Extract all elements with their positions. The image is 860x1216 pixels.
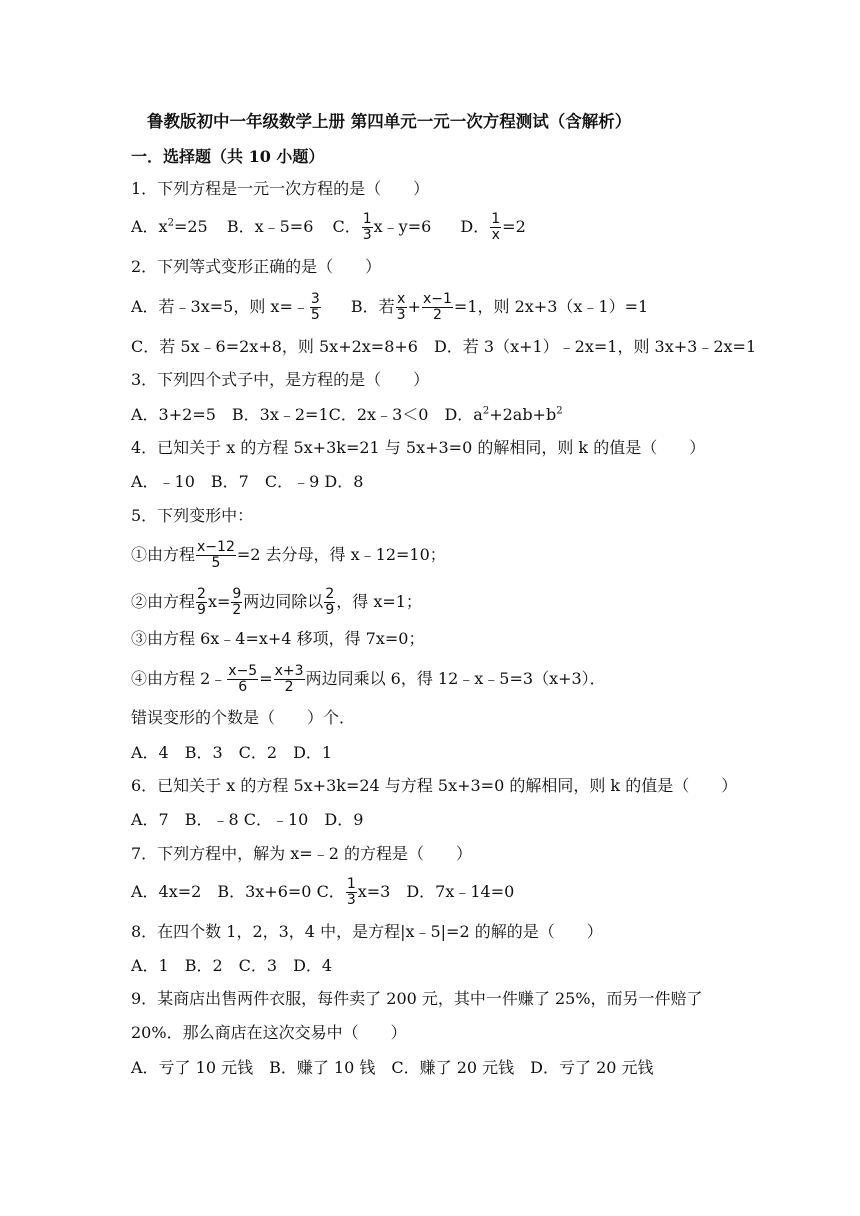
question-2-options-ab bbox=[131, 292, 648, 323]
fraction: $\frac{3}{5}$ bbox=[310, 291, 320, 323]
fraction: $\frac{x+3}{2}$ bbox=[274, 663, 304, 695]
question-1-stem: 1．下列方程是一元一次方程的是（ ） bbox=[131, 179, 430, 198]
q2-option-a: A．若﹣3x=5，则 x=﹣ $\frac{3}{5}$ bbox=[131, 291, 320, 323]
fraction: $\frac{1}{x}$ bbox=[491, 211, 501, 243]
question-8-options: A．1 B．2 C．3 D．4 bbox=[131, 956, 333, 975]
question-2-stem: 2．下列等式变形正确的是（ ） bbox=[131, 257, 382, 276]
fraction: $\frac{1}{3}$ bbox=[362, 211, 372, 243]
question-9-stem-line-1: 9．某商店出售两件衣服，每件卖了 200 元，其中一件赚了 25%，而另一件赔了 bbox=[131, 989, 703, 1008]
question-5-item-2: ②由方程 $\frac{2}{9}$ x= $\frac{9}{2}$ 两边同除以 $\frac{2}{9}$ ，得 x=1； bbox=[131, 586, 422, 618]
question-9-options: A．亏了 10 元钱 B．赚了 10 钱 C．赚了 20 元钱 D．亏了 20 元钱 bbox=[131, 1058, 654, 1077]
q1-option-a: A．$x^2=25$ bbox=[131, 217, 208, 236]
question-5-count: 错误变形的个数是（ ）个． bbox=[131, 708, 356, 727]
question-3-options: A．3+2=5 B．3x﹣2=1C．2x﹣3＜0 D．$a^2+2ab+b^2$ bbox=[131, 405, 563, 424]
fraction: $\frac{x-1}{2}$ bbox=[422, 291, 452, 323]
fraction: $\frac{2}{9}$ bbox=[325, 586, 335, 618]
q2-option-b: B．若 $\frac{x}{3}$ + $\frac{x-1}{2}$ =1，则 2x+3（x﹣1）=1 bbox=[350, 291, 649, 323]
fraction: $\frac{x}{3}$ bbox=[396, 291, 406, 323]
question-4-options: A．﹣10 B．7 C．﹣9 D．8 bbox=[131, 472, 364, 491]
question-7-options: A．4x=2 B．3x+6=0 C． $\frac{1}{3}$ x=3 D．7x﹣14=0 bbox=[131, 876, 515, 908]
question-4-stem: 4．已知关于 x 的方程 5x+3k=21 与 5x+3=0 的解相同，则 k 的值是（ ） bbox=[131, 438, 706, 457]
question-6-stem: 6．已知关于 x 的方程 5x+3k=24 与方程 5x+3=0 的解相同，则 k 的值是（ ） bbox=[131, 776, 738, 795]
question-9-stem-line-2: 20%．那么商店在这次交易中（ ） bbox=[131, 1023, 407, 1042]
question-2-options-cd: C．若 5x﹣6=2x+8，则 5x+2x=8+6 D．若 3（x+1）﹣2x=1，则 3x+3﹣2x=1 bbox=[131, 337, 757, 356]
question-5-item-1: ①由方程 $\frac{x-12}{5}$ =2 去分母，得 x﹣12=10； bbox=[131, 539, 446, 571]
fraction: $\frac{9}{2}$ bbox=[232, 586, 242, 618]
question-7-stem: 7．下列方程中，解为 x=﹣2 的方程是（ ） bbox=[131, 844, 472, 863]
q1-option-b: B．x﹣5=6 bbox=[226, 217, 314, 236]
fraction: $\frac{x-12}{5}$ bbox=[197, 539, 235, 571]
q1-option-c: C． $\frac{1}{3}$ x﹣y=6 bbox=[332, 211, 432, 243]
fraction: $\frac{2}{9}$ bbox=[197, 586, 206, 618]
question-5-stem: 5．下列变形中： bbox=[131, 506, 254, 525]
question-5-item-4: ④由方程 2﹣ $\frac{x-5}{6}$ = $\frac{x+3}{2}$ 两边同乘以 6，得 12﹣x﹣5=3（x+3）． bbox=[131, 663, 606, 695]
question-8-stem: 8．在四个数 1，2，3，4 中，是方程|x﹣5|=2 的解的是（ ） bbox=[131, 922, 603, 941]
document-title: 鲁教版初中一年级数学上册 第四单元一元一次方程测试（含解析） bbox=[147, 112, 632, 131]
question-3-stem: 3．下列四个式子中，是方程的是（ ） bbox=[131, 370, 430, 389]
question-5-item-3: ③由方程 6x﹣4=x+4 移项，得 7x=0； bbox=[131, 629, 425, 648]
question-5-options: A．4 B．3 C．2 D．1 bbox=[131, 743, 333, 762]
question-6-options: A．7 B．﹣8 C．﹣10 D．9 bbox=[131, 810, 364, 829]
section-heading: 一．选择题（共 10 小题） bbox=[131, 147, 325, 166]
question-1-options bbox=[131, 212, 526, 243]
fraction: $\frac{1}{3}$ bbox=[346, 876, 356, 908]
q1-option-d: D． $\frac{1}{x}$ =2 bbox=[460, 211, 526, 243]
fraction: $\frac{x-5}{6}$ bbox=[228, 663, 258, 695]
